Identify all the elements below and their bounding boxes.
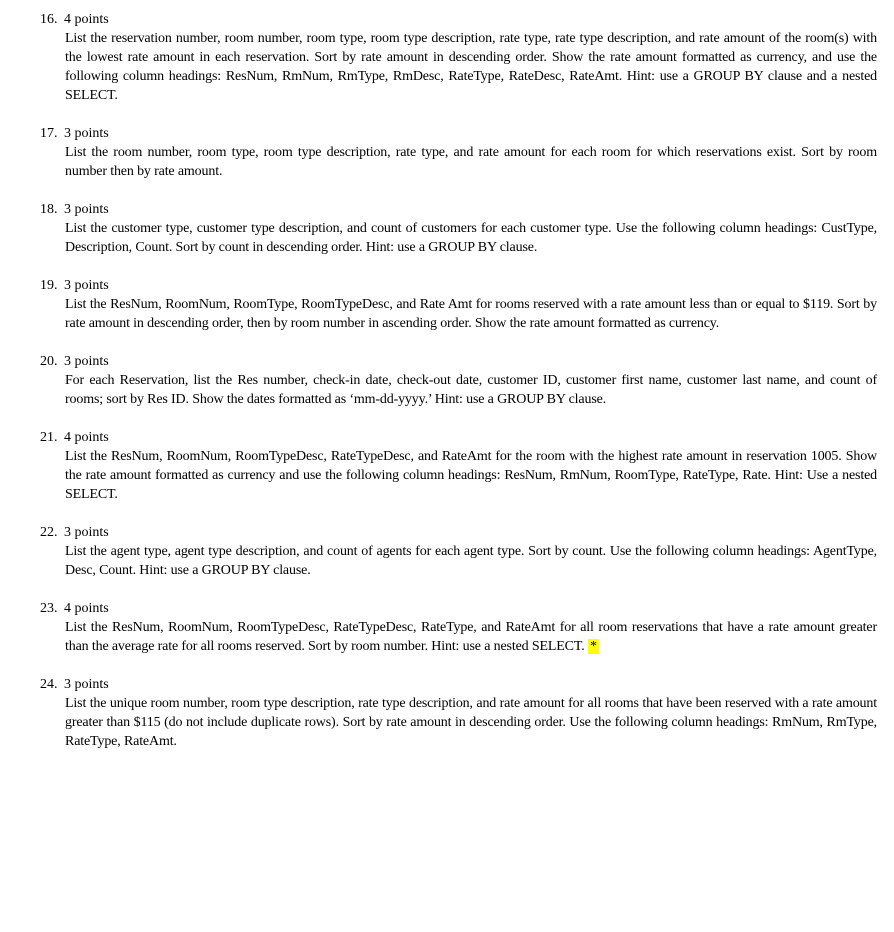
question-text: List the unique room number, room type description, rate type description, and rate amount for all rooms that have been reserved with a rate amount greater than $115 (do not include duplicate rows). Sort by rate amount in descending order. Use the following column headings: RmNum, RmType, RateType, RateAmt. — [65, 696, 877, 749]
question-number: 18. — [40, 202, 58, 217]
question-text: List the agent type, agent type description, and count of agents for each agent type. Sort by count. Use the following column headings: AgentType, Desc, Count. Hint: use a GROUP BY clause. — [65, 544, 877, 578]
question-points: 3 points — [64, 525, 109, 540]
question-header — [0, 10, 894, 29]
highlight-marker: * — [589, 639, 597, 654]
question-header — [0, 200, 894, 219]
question-text: List the customer type, customer type description, and count of customers for each customer type. Use the following column headings: CustType, Description, Count. Sort by count in descending order. Hint: use a GROUP BY clause. — [65, 221, 877, 255]
question-points: 4 points — [64, 430, 109, 445]
question-points: 3 points — [64, 677, 109, 692]
question-number: 20. — [40, 354, 58, 369]
question-23 — [0, 599, 894, 656]
question-header — [0, 599, 894, 618]
question-number: 24. — [40, 677, 58, 692]
question-text: List the ResNum, RoomNum, RoomType, RoomTypeDesc, and Rate Amt for rooms reserved with a rate amount less than or equal to $119. Sort by rate amount in descending order, then by room number in ascending order. Show the rate amount formatted as currency. — [65, 297, 877, 331]
question-text: List the room number, room type, room type description, rate type, and rate amount for each room for which reservations exist. Sort by room number then by rate amount. — [65, 145, 877, 179]
question-header — [0, 276, 894, 295]
question-header — [0, 523, 894, 542]
question-text: List the reservation number, room number, room type, room type description, rate type, rate type description, and rate amount of the room(s) with the lowest rate amount in each reservation. Sort by rate amount in descending order. Show the rate amount formatted as currency, and use the following column headings: ResNum, RmNum, RmType, RmDesc, RateType, RateDesc, RateAmt. Hint: use a GROUP BY clause and a nested SELECT. — [65, 31, 877, 103]
question-20 — [0, 352, 894, 409]
question-24 — [0, 675, 894, 751]
question-18 — [0, 200, 894, 257]
question-list — [0, 10, 894, 770]
question-number: 17. — [40, 126, 58, 141]
question-21 — [0, 428, 894, 504]
question-points: 3 points — [64, 354, 109, 369]
question-text: List the ResNum, RoomNum, RoomTypeDesc, RateTypeDesc, and RateAmt for the room with the highest rate amount in reservation 1005. Show the rate amount formatted as currency and use the following column headings: ResNum, RmNum, RoomType, RateType, Rate. Hint: Use a nested SELECT. — [65, 449, 877, 502]
question-number: 21. — [40, 430, 58, 445]
question-points: 3 points — [64, 126, 109, 141]
question-points: 3 points — [64, 278, 109, 293]
question-17 — [0, 124, 894, 181]
question-header — [0, 124, 894, 143]
question-number: 22. — [40, 525, 58, 540]
question-header — [0, 675, 894, 694]
question-22 — [0, 523, 894, 580]
question-19 — [0, 276, 894, 333]
question-points: 3 points — [64, 202, 109, 217]
question-number: 16. — [40, 12, 58, 27]
question-text-wrapper — [65, 618, 877, 656]
question-number: 23. — [40, 601, 58, 616]
question-text: For each Reservation, list the Res number, check-in date, check-out date, customer ID, customer first name, customer last name, and count of rooms; sort by Res ID. Show the dates formatted as ‘mm-dd-yyyy.’ Hint: use a GROUP BY clause. — [65, 373, 877, 407]
question-header — [0, 352, 894, 371]
question-points: 4 points — [64, 12, 109, 27]
question-points: 4 points — [64, 601, 109, 616]
question-number: 19. — [40, 278, 58, 293]
question-header — [0, 428, 894, 447]
question-text: List the ResNum, RoomNum, RoomTypeDesc, RateTypeDesc, RateType, and RateAmt for all room reservations that have a rate amount greater than the average rate for all rooms reserved. Sort by room number. Hint: use a nested SELECT. — [65, 620, 877, 654]
question-16 — [0, 10, 894, 105]
